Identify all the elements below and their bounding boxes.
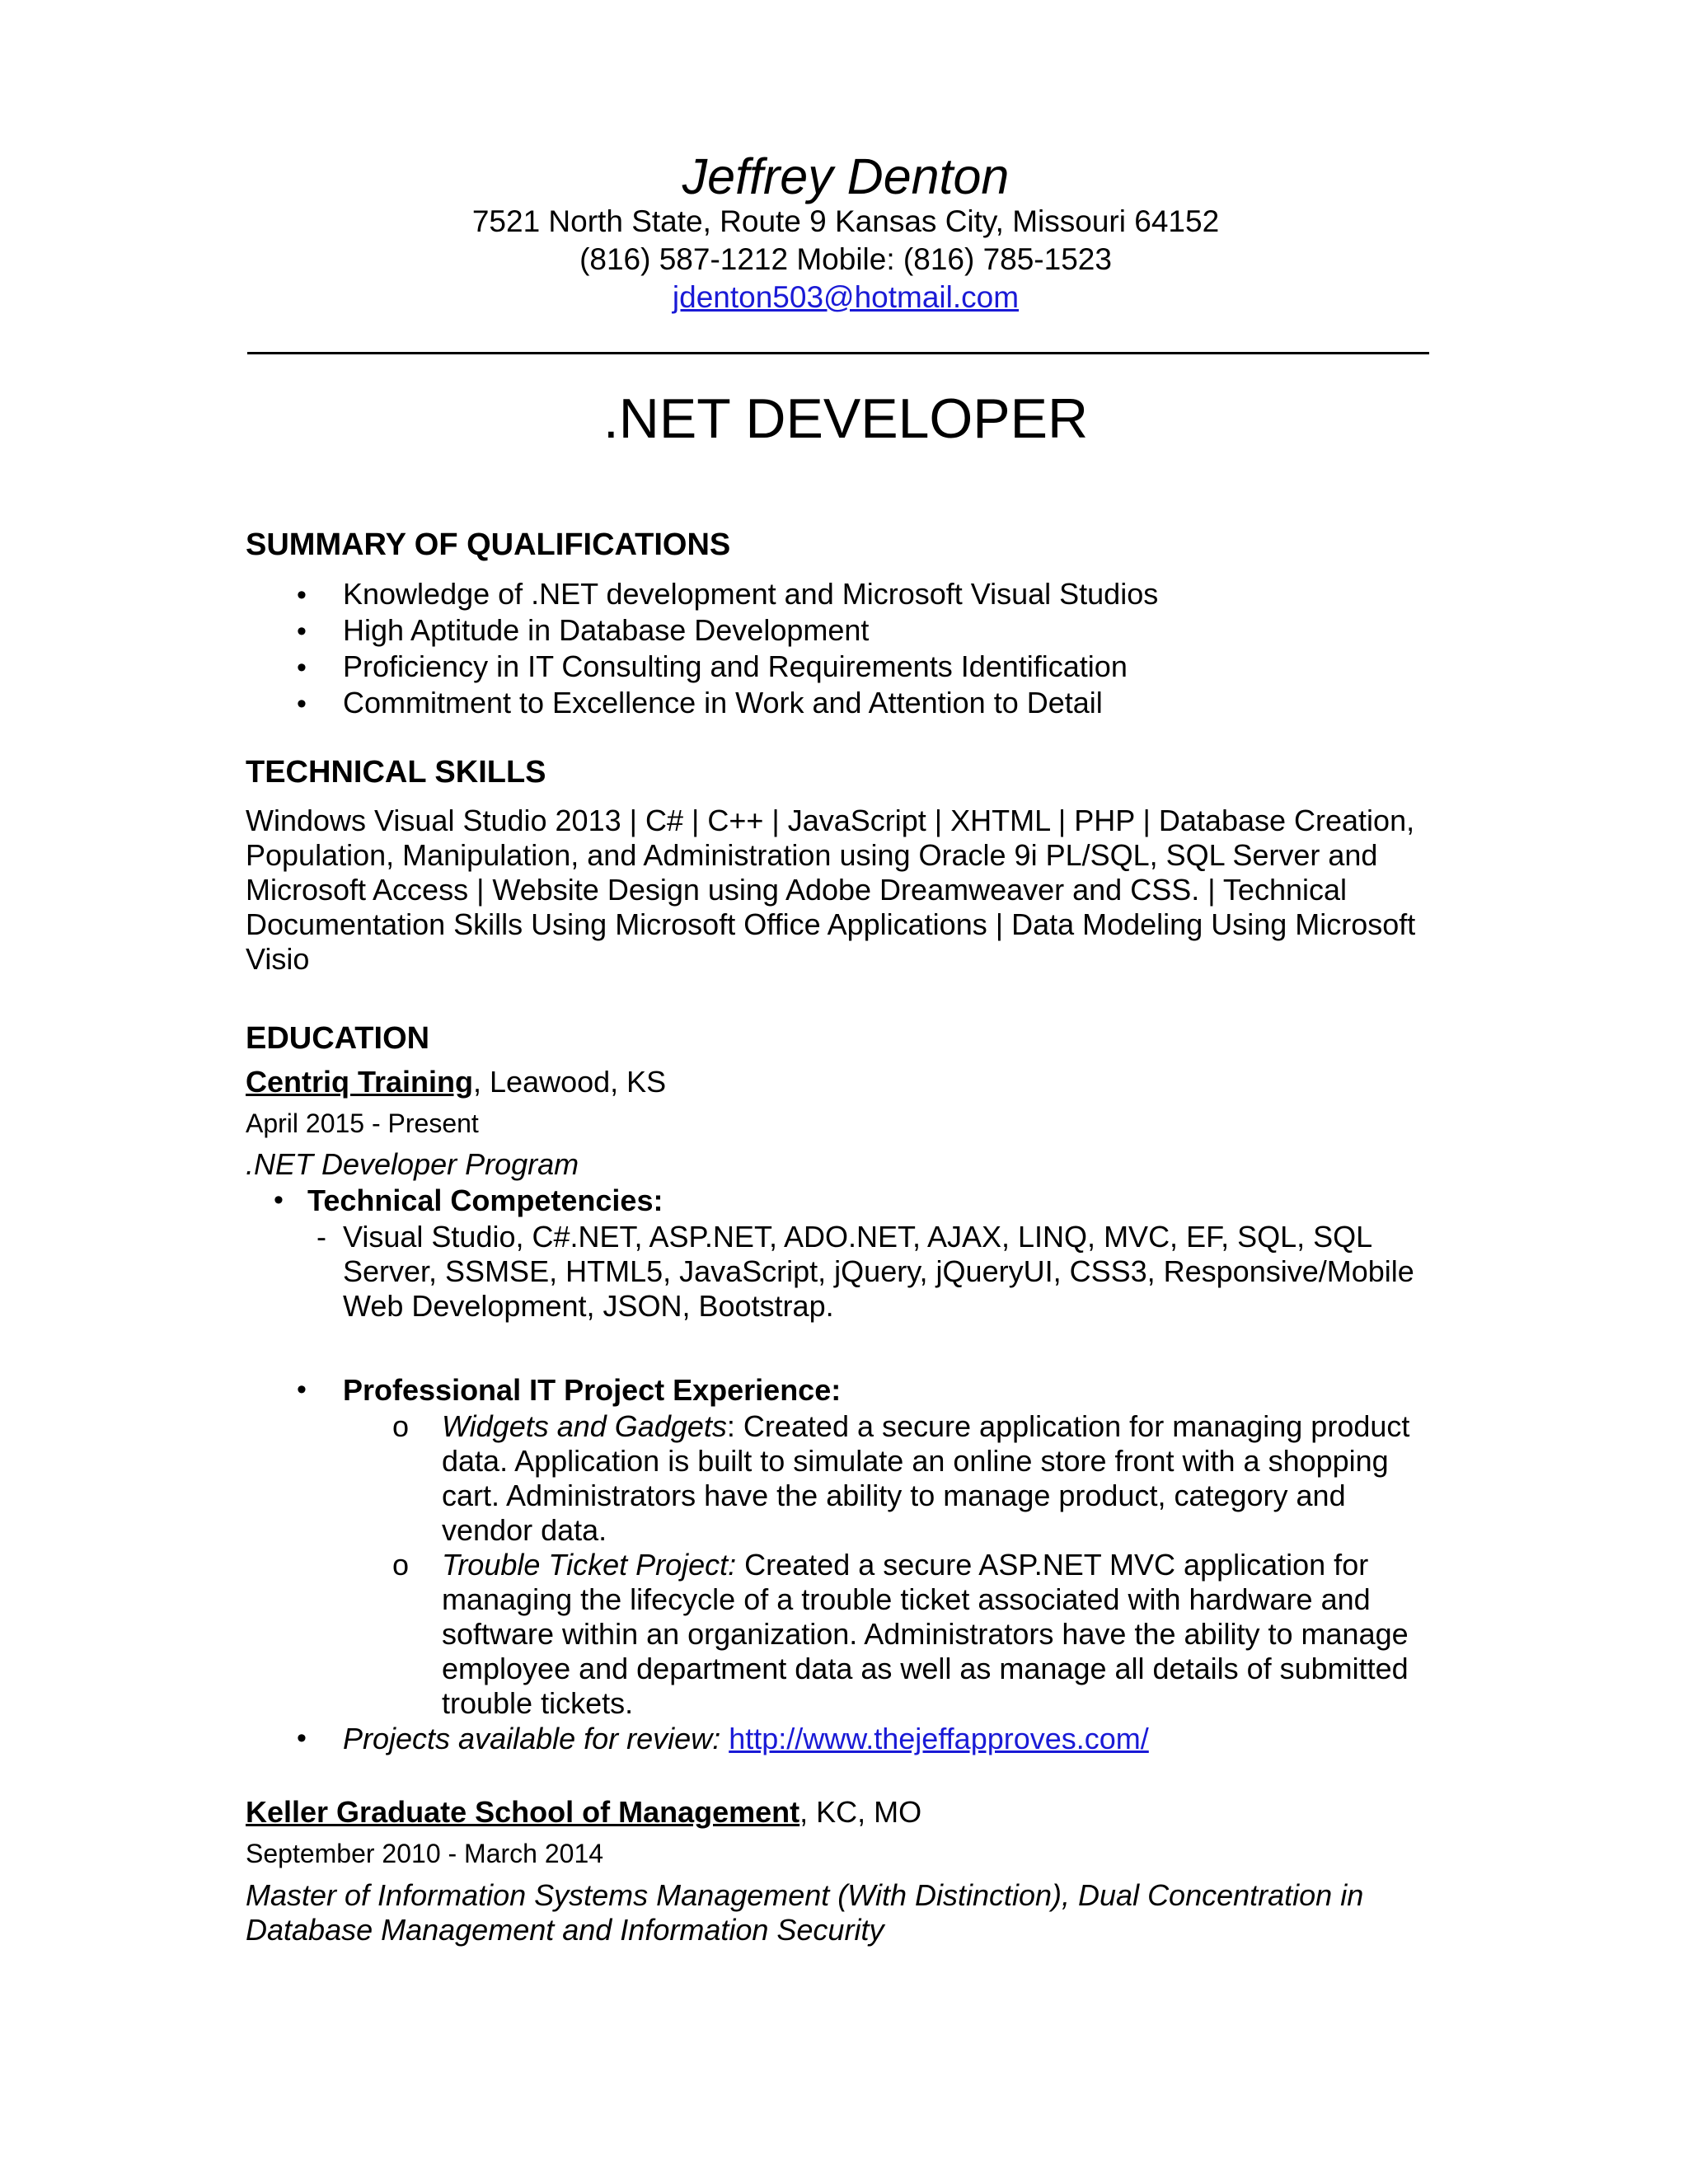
project2-line: trouble tickets.	[442, 1686, 634, 1720]
review-label: Projects available for review:	[343, 1722, 729, 1755]
keller-school: Keller Graduate School of Management	[246, 1795, 800, 1829]
candidate-name: Jeffrey Denton	[682, 148, 1010, 204]
bullet-icon: •	[274, 1184, 284, 1216]
skills-line: Microsoft Access | Website Design using Adobe Dreamweaver and CSS. | Technical	[246, 873, 1348, 907]
competencies-line: Web Development, JSON, Bootstrap.	[343, 1289, 834, 1323]
competencies-line: Server, SSMSE, HTML5, JavaScript, jQuery, jQueryUI, CSS3, Responsive/Mobile	[343, 1254, 1414, 1288]
project2-name: Trouble Ticket Project:	[442, 1548, 737, 1582]
project2-line: software within an organization. Administrators have the ability to manage	[442, 1617, 1409, 1651]
circle-bullet-icon: o	[392, 1548, 410, 1582]
summary-item: Knowledge of .NET development and Microsoft Visual Studios	[343, 577, 1159, 611]
summary-item: Commitment to Excellence in Work and Attention to Detail	[343, 686, 1103, 719]
bullet-icon: •	[297, 688, 307, 719]
centriq-location: , Leawood, KS	[473, 1065, 667, 1099]
circle-bullet-icon: o	[392, 1409, 410, 1443]
keller-degree-line: Database Management and Information Security	[246, 1913, 884, 1947]
portfolio-link[interactable]: http://www.thejeffapproves.com/	[729, 1722, 1149, 1755]
address: 7521 North State, Route 9 Kansas City, Missouri 64152	[471, 204, 1220, 238]
keller-degree-line: Master of Information Systems Management (With Distinction), Dual Concentration in	[246, 1878, 1364, 1912]
skills-heading: TECHNICAL SKILLS	[246, 755, 546, 790]
project1-line: cart. Administrators have the ability to manage product, category and	[442, 1479, 1346, 1512]
skills-line: Documentation Skills Using Microsoft Office Applications | Data Modeling Using Microsoft	[246, 907, 1416, 941]
project1-desc: : Created a secure application for managing product	[726, 1409, 1410, 1443]
project1-name: Widgets and Gadgets	[442, 1409, 727, 1443]
projects-label: Professional IT Project Experience:	[343, 1373, 842, 1407]
summary-item: Proficiency in IT Consulting and Requirements Identification	[343, 649, 1128, 683]
project2-line: employee and department data as well as manage all details of submitted	[442, 1652, 1409, 1685]
bullet-icon: •	[297, 1374, 307, 1405]
summary-item: High Aptitude in Database Development	[343, 613, 870, 647]
review-line	[343, 1722, 1149, 1756]
project2-line: managing the lifecycle of a trouble ticket associated with hardware and	[442, 1582, 1371, 1616]
bullet-icon: •	[297, 1722, 307, 1754]
bullet-icon: •	[297, 652, 307, 683]
email-link[interactable]: jdenton503@hotmail.com	[672, 280, 1020, 314]
competencies-label: Technical Competencies:	[307, 1183, 663, 1217]
email-line	[247, 279, 1444, 316]
skills-line: Visio	[246, 942, 310, 976]
project1-line: vendor data.	[442, 1513, 607, 1547]
project1-first-line	[442, 1409, 1409, 1444]
keller-dates: September 2010 - March 2014	[246, 1839, 604, 1868]
project2-first-line	[442, 1548, 1368, 1582]
competencies-line: Visual Studio, C#.NET, ASP.NET, ADO.NET, AJAX, LINQ, MVC, EF, SQL, SQL	[343, 1220, 1373, 1254]
header-divider	[247, 352, 1429, 354]
summary-heading: SUMMARY OF QUALIFICATIONS	[246, 527, 731, 562]
project2-desc: Created a secure ASP.NET MVC application for	[736, 1548, 1369, 1582]
dash-icon: -	[316, 1220, 326, 1254]
education-heading: EDUCATION	[246, 1021, 430, 1056]
bullet-icon: •	[297, 616, 307, 647]
bullet-icon: •	[297, 579, 307, 611]
phone-numbers: (816) 587-1212 Mobile: (816) 785-1523	[579, 242, 1112, 276]
centriq-dates: April 2015 - Present	[246, 1108, 479, 1138]
project1-line: data. Application is built to simulate an online store front with a shopping	[442, 1444, 1389, 1478]
skills-line: Windows Visual Studio 2013 | C# | C++ | JavaScript | XHTML | PHP | Database Creation,	[246, 804, 1415, 837]
skills-line: Population, Manipulation, and Administration using Oracle 9i PL/SQL, SQL Server and	[246, 838, 1378, 872]
keller-location: , KC, MO	[799, 1795, 922, 1829]
centriq-school-line	[246, 1065, 666, 1099]
centriq-school: Centriq Training	[246, 1065, 474, 1099]
keller-school-line	[246, 1795, 921, 1830]
resume-title: .NET DEVELOPER	[603, 387, 1089, 450]
centriq-program: .NET Developer Program	[246, 1147, 579, 1181]
